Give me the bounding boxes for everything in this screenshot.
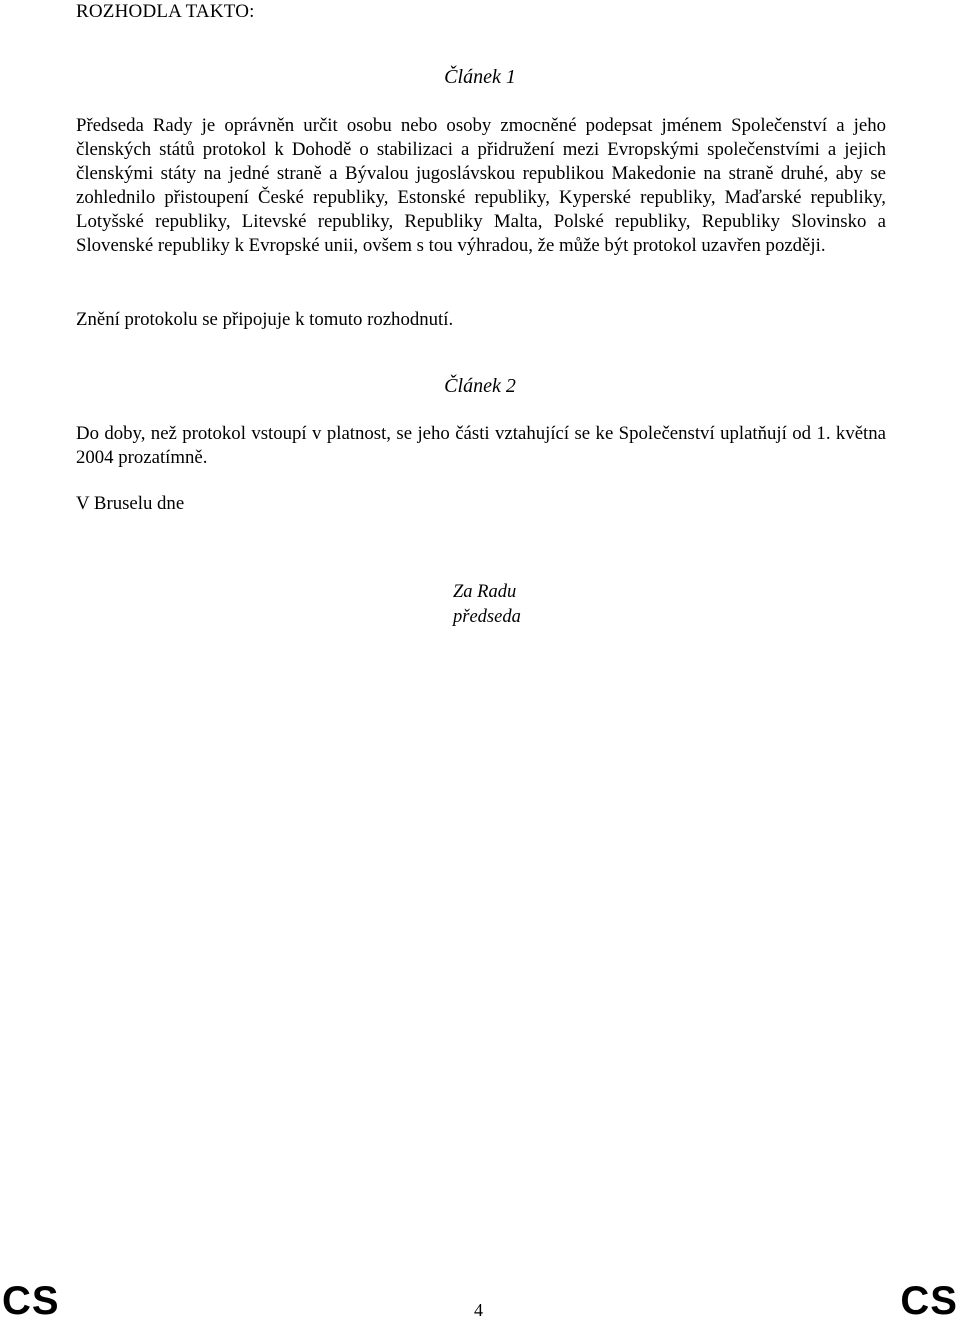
article-2-title: Článek 2 (444, 375, 516, 397)
signature-line-president: předseda (453, 607, 521, 627)
article-2-paragraph-1: Do doby, než protokol vstoupí v platnost, se jeho části vztahující se ke Společenství uplatňují od 1. května 2004 prozatímně. (76, 423, 886, 468)
article-1-title: Článek 1 (444, 66, 516, 88)
place-date-line: V Bruselu dne (76, 493, 185, 514)
footer-language-code-right: CS (900, 1279, 958, 1323)
page-number: 4 (474, 1300, 483, 1320)
article-1-paragraph-2: Znění protokolu se připojuje k tomuto rozhodnutí. (76, 309, 454, 330)
signature-line-council: Za Radu (453, 582, 517, 602)
decision-heading: ROZHODLA TAKTO: (76, 1, 255, 22)
footer-language-code-left: CS (2, 1279, 60, 1323)
signature-block (453, 580, 521, 630)
article-1-paragraph-1: Předseda Rady je oprávněn určit osobu nebo osoby zmocněné podepsat jménem Společenství a jeho členských států protokol k Dohodě o stabilizaci a přidružení mezi Evropskými společenstvími a jejich členskými státy na jedné straně a Bývalou jugoslávskou republikou Makedonie na straně druhé, aby se zohlednilo přistoupení České republiky, Estonské republiky, Kyperské republiky, Maďarské republiky, Lotyšské republiky, Litevské republiky, Republiky Malta, Polské republiky, Republiky Slovinsko a Slovenské republiky k Evropské unii, ovšem s tou výhradou, že může být protokol uzavřen později. (76, 115, 886, 256)
